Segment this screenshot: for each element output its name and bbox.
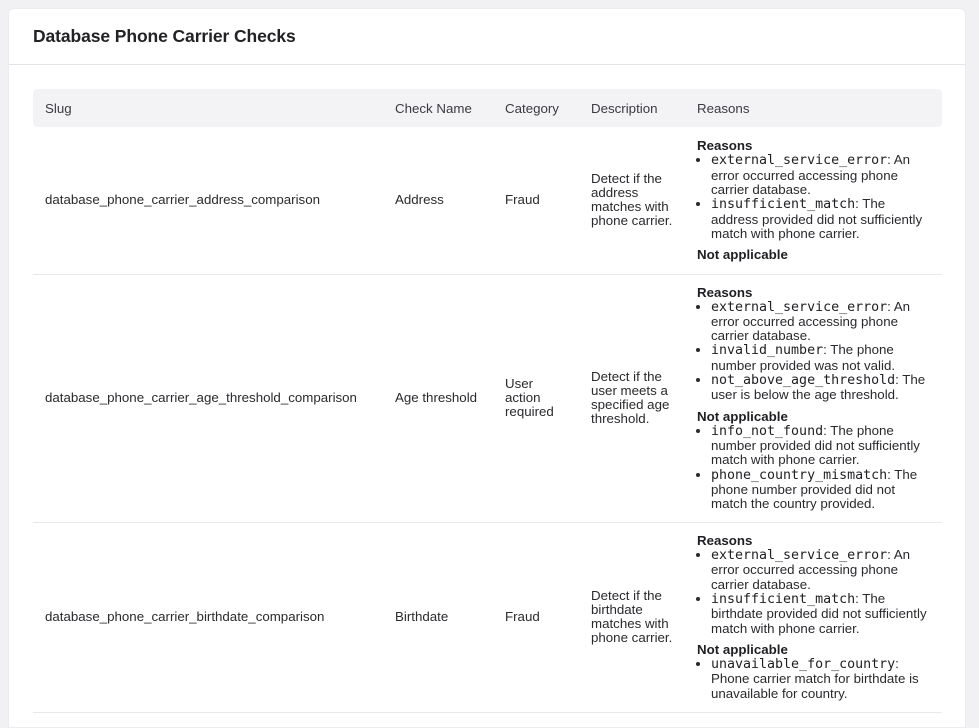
table-row xyxy=(33,274,942,522)
reason-code: insufficient_match xyxy=(711,592,856,608)
cell-category: Fraud xyxy=(493,522,579,712)
reasons-heading: Reasons xyxy=(697,533,753,549)
reasons-heading: Reasons xyxy=(697,138,753,154)
cell-slug: database_phone_carrier_age_threshold_comparison xyxy=(33,274,383,522)
header-category: Category xyxy=(493,89,579,127)
reason-text: : An error occurred accessing phone carrier database. xyxy=(711,547,911,592)
reason-code: external_service_error xyxy=(711,153,888,169)
not-applicable-list xyxy=(697,657,934,701)
reason-code: insufficient_match xyxy=(711,197,856,213)
reason-code: info_not_found xyxy=(711,423,824,439)
list-item xyxy=(711,592,934,636)
reason-text: : The phone number provided did not match the country provided. xyxy=(711,466,918,512)
reason-text: : The user is below the age threshold. xyxy=(711,372,926,403)
card-header xyxy=(9,9,965,65)
not-applicable-heading: Not applicable xyxy=(697,641,788,657)
list-item xyxy=(711,343,934,373)
reason-text: : The phone number provided did not sufficiently match with phone carrier. xyxy=(711,422,920,468)
reason-code: not_above_age_threshold xyxy=(711,373,896,389)
cell-slug: database_phone_carrier_address_comparison xyxy=(33,127,383,274)
cell-description: Detect if the birthdate matches with phone carrier. xyxy=(579,522,685,712)
cell-category: Fraud xyxy=(493,127,579,274)
list-item xyxy=(711,300,934,344)
not-applicable-heading: Not applicable xyxy=(697,408,788,424)
reason-text: : The birthdate provided did not sufficiently match with phone carrier. xyxy=(711,591,927,636)
list-item xyxy=(711,468,934,512)
reason-code: external_service_error xyxy=(711,548,888,564)
checks-card xyxy=(8,8,966,728)
cell-description: Detect if the address matches with phone carrier. xyxy=(579,127,685,274)
cell-check-name: Birthdate xyxy=(383,522,493,712)
reason-text: : Phone carrier match for birthdate is unavailable for country. xyxy=(711,655,919,701)
reasons-list xyxy=(697,300,934,403)
cell-description: Detect if the user meets a specified age threshold. xyxy=(579,274,685,522)
cell-check-name: Age threshold xyxy=(383,274,493,522)
reason-code: external_service_error xyxy=(711,299,888,315)
cell-category: User action required xyxy=(493,274,579,522)
list-item xyxy=(711,153,934,197)
list-item xyxy=(711,548,934,592)
reasons-list xyxy=(697,153,934,241)
reason-code: phone_country_mismatch xyxy=(711,467,888,483)
list-item xyxy=(711,373,934,403)
table-row xyxy=(33,522,942,712)
cell-slug: database_phone_carrier_birthdate_comparison xyxy=(33,522,383,712)
cell-reasons xyxy=(685,274,942,522)
reason-text: : An error occurred accessing phone carrier database. xyxy=(711,298,911,344)
not-applicable-heading: Not applicable xyxy=(697,247,788,263)
not-applicable-list xyxy=(697,424,934,512)
table-row xyxy=(33,127,942,274)
list-item xyxy=(711,424,934,468)
checks-table xyxy=(33,89,942,713)
reason-code: invalid_number xyxy=(711,343,824,359)
list-item xyxy=(711,657,934,701)
header-check-name: Check Name xyxy=(383,89,493,127)
cell-check-name: Address xyxy=(383,127,493,274)
cell-reasons xyxy=(685,522,942,712)
header-reasons: Reasons xyxy=(685,89,942,127)
page-title: Database Phone Carrier Checks xyxy=(33,26,296,46)
cell-reasons xyxy=(685,127,942,274)
reason-text: : The phone number provided was not valid. xyxy=(711,342,896,373)
header-description: Description xyxy=(579,89,685,127)
reasons-list xyxy=(697,548,934,636)
reason-text: : An error occurred accessing phone carrier database. xyxy=(711,152,911,197)
header-slug: Slug xyxy=(33,89,383,127)
table-header-row xyxy=(33,89,942,127)
reasons-heading: Reasons xyxy=(697,284,753,300)
reason-code: unavailable_for_country xyxy=(711,656,896,672)
list-item xyxy=(711,197,934,241)
reason-text: : The address provided did not sufficiently match with phone carrier. xyxy=(711,196,923,241)
